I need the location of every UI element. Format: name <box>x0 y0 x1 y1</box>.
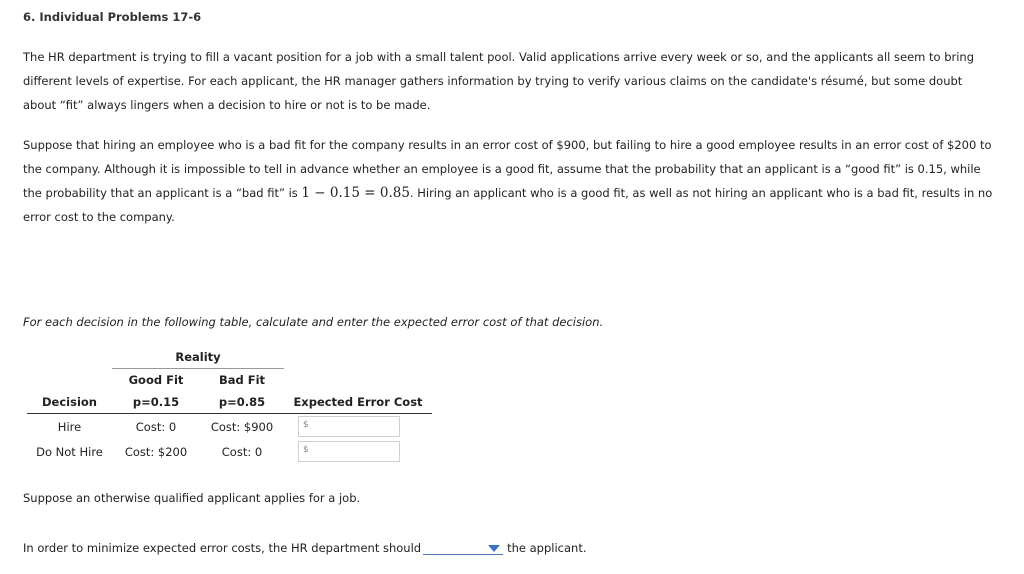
good-fit-probability: p=0.15 <box>112 391 200 414</box>
cost-paragraph-end: . Hiring an applicant who is a good fit, as well as not hiring an applicant who is a bad fit, results in no error cost to the company. <box>23 186 993 224</box>
reality-header: Reality <box>112 346 284 369</box>
cost-paragraph <box>23 133 998 229</box>
do-not-hire-good-fit-cost: Cost: $200 <box>124 444 188 459</box>
do-not-hire-bad-fit-cost: Cost: 0 <box>221 444 263 459</box>
table-row <box>27 439 432 464</box>
problem-title: 6. Individual Problems 17-6 <box>23 10 202 24</box>
do-not-hire-expected-cost-field[interactable] <box>298 441 400 462</box>
dropdown-arrow-icon <box>488 545 500 552</box>
bad-fit-header: Bad Fit <box>218 373 266 387</box>
bad-fit-probability: p=0.85 <box>200 391 284 414</box>
table-instruction: For each decision in the following table, calculate and enter the expected error cost of that decision. <box>23 315 604 329</box>
applicant-question: Suppose an otherwise qualified applicant applies for a job. <box>23 491 361 505</box>
good-fit-header: Good Fit <box>128 373 184 387</box>
probability-equation: 1 − 0.15 = 0.85 <box>301 185 410 201</box>
hire-good-fit-cost: Cost: 0 <box>135 419 177 434</box>
hire-bad-fit-cost: Cost: $900 <box>210 419 274 434</box>
decision-sentence-end: the applicant. <box>507 541 587 555</box>
hire-expected-cost-field[interactable] <box>298 416 400 437</box>
dollar-icon: $ <box>303 420 309 430</box>
decision-hire: Hire <box>57 419 82 434</box>
intro-paragraph: The HR department is trying to fill a vacant position for a job with a small talent pool. Valid applications arrive every week or so, and the applicants all seem to bring different levels of expertise. For each applicant, the HR manager gathers information by trying to verify various claims on the candidate's résumé, but some doubt about “fit” always lingers when a decision to hire or not is to be made. <box>23 50 975 112</box>
decision-dropdown[interactable] <box>423 539 503 555</box>
expected-error-cost-header: Expected Error Cost <box>284 391 432 414</box>
decision-header: Decision <box>27 391 112 414</box>
expected-cost-table <box>27 346 432 464</box>
do-not-hire-expected-cost-input[interactable] <box>311 442 395 459</box>
cost-paragraph-text: Suppose that hiring an employee who is a bad fit for the company results in an error cost of $900, but failing to hire a good employee results in an error cost of $200 to the company. Although it is impossible to tell in advance whether an employee is a good fit, assume that the probability that an applicant is a “good fit” is 0.15, while the probability that an applicant is a “bad fit” is <box>23 138 992 200</box>
decision-sentence <box>23 539 586 555</box>
hire-expected-cost-input[interactable] <box>311 417 395 434</box>
dollar-icon: $ <box>303 445 309 455</box>
table-row <box>27 414 432 440</box>
decision-sentence-start: In order to minimize expected error costs, the HR department should <box>23 541 422 555</box>
decision-do-not-hire: Do Not Hire <box>36 444 103 459</box>
